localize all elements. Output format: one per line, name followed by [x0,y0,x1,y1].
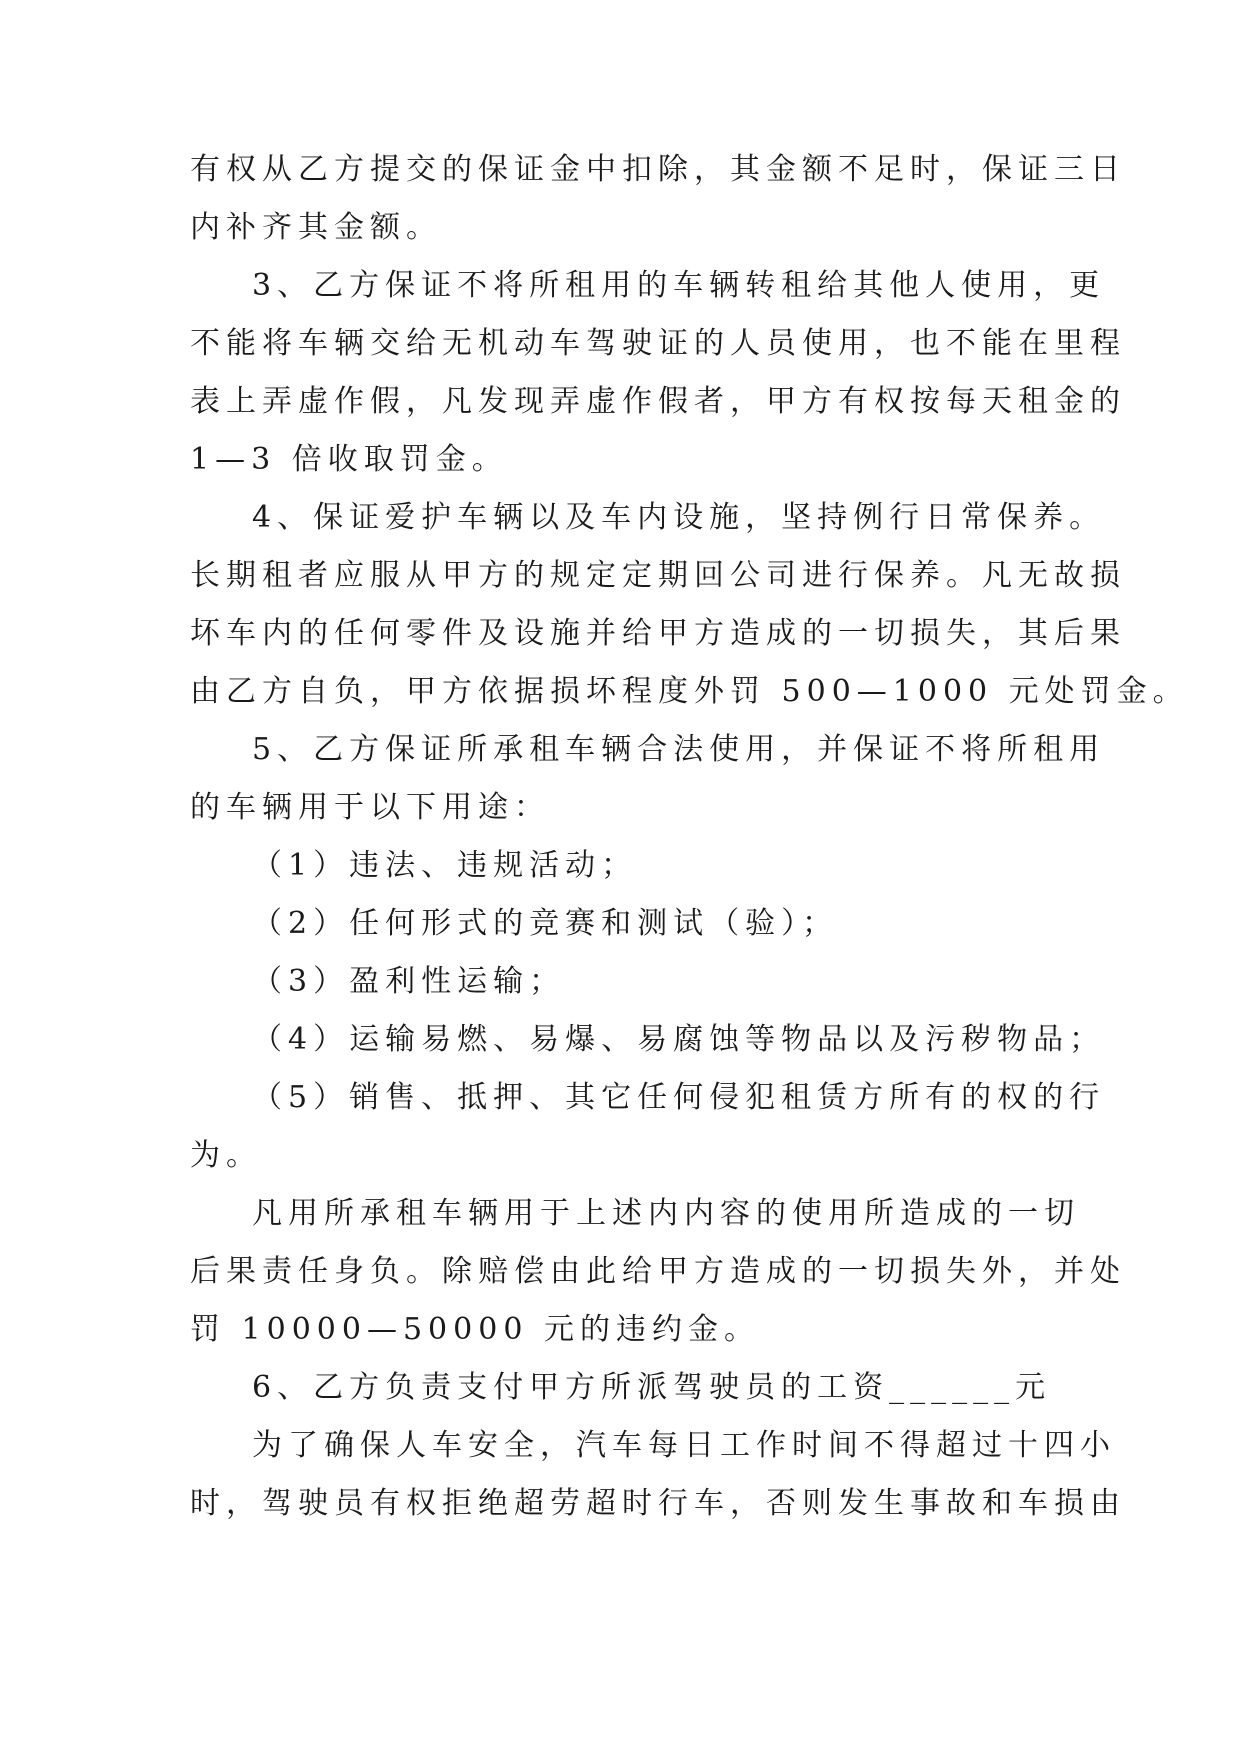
list-item: （2）任何形式的竞赛和测试（验）； [252,906,839,941]
paragraph-start: 凡用所承租车辆用于上述内内容的使用所造成的一切 [252,1196,1080,1231]
text-line: 长期租者应服从甲方的规定定期回公司进行保养。凡无故损 [190,558,1126,593]
paragraph-3-start: 3、乙方保证不将所租用的车辆转租给其他人使用，更 [252,268,1106,303]
text-line: 后果责任身负。除赔偿由此给甲方造成的一切损失外，并处 [190,1254,1126,1289]
text-line: 罚 10000—50000 元的违约金。 [190,1312,760,1347]
list-item: （4）运输易燃、易爆、易腐蚀等物品以及污秽物品； [252,1022,1106,1057]
paragraph-start: 为了确保人车安全，汽车每日工作时间不得超过十四小 [252,1428,1116,1463]
text-line: 不能将车辆交给无机动车驾驶证的人员使用，也不能在里程 [190,326,1126,361]
text-line: 有权从乙方提交的保证金中扣除，其金额不足时，保证三日 [190,152,1126,187]
text-line: 坏车内的任何零件及设施并给甲方造成的一切损失，其后果 [190,616,1126,651]
paragraph-5-start: 5、乙方保证所承租车辆合法使用，并保证不将所租用 [252,732,1106,767]
list-item: （5）销售、抵押、其它任何侵犯租赁方所有的权的行 [252,1080,1106,1115]
list-item: （1）违法、违规活动； [252,848,638,883]
list-item: （3）盈利性运输； [252,964,566,999]
text-line: 的车辆用于以下用途： [190,790,550,825]
text-line: 内补齐其金额。 [190,210,442,245]
text-line: 为。 [190,1138,262,1173]
text-line: 时，驾驶员有权拒绝超劳超时行车，否则发生事故和车损由 [190,1486,1126,1521]
paragraph-6-start: 6、乙方负责支付甲方所派驾驶员的工资______元 [252,1370,1052,1405]
text-line: 表上弄虚作假，凡发现弄虚作假者，甲方有权按每天租金的 [190,384,1126,419]
text-line: 1—3 倍收取罚金。 [190,442,508,477]
paragraph-4-start: 4、保证爱护车辆以及车内设施，坚持例行日常保养。 [252,500,1106,535]
text-line: 由乙方自负，甲方依据损坏程度外罚 500—1000 元处罚金。 [190,674,1189,709]
